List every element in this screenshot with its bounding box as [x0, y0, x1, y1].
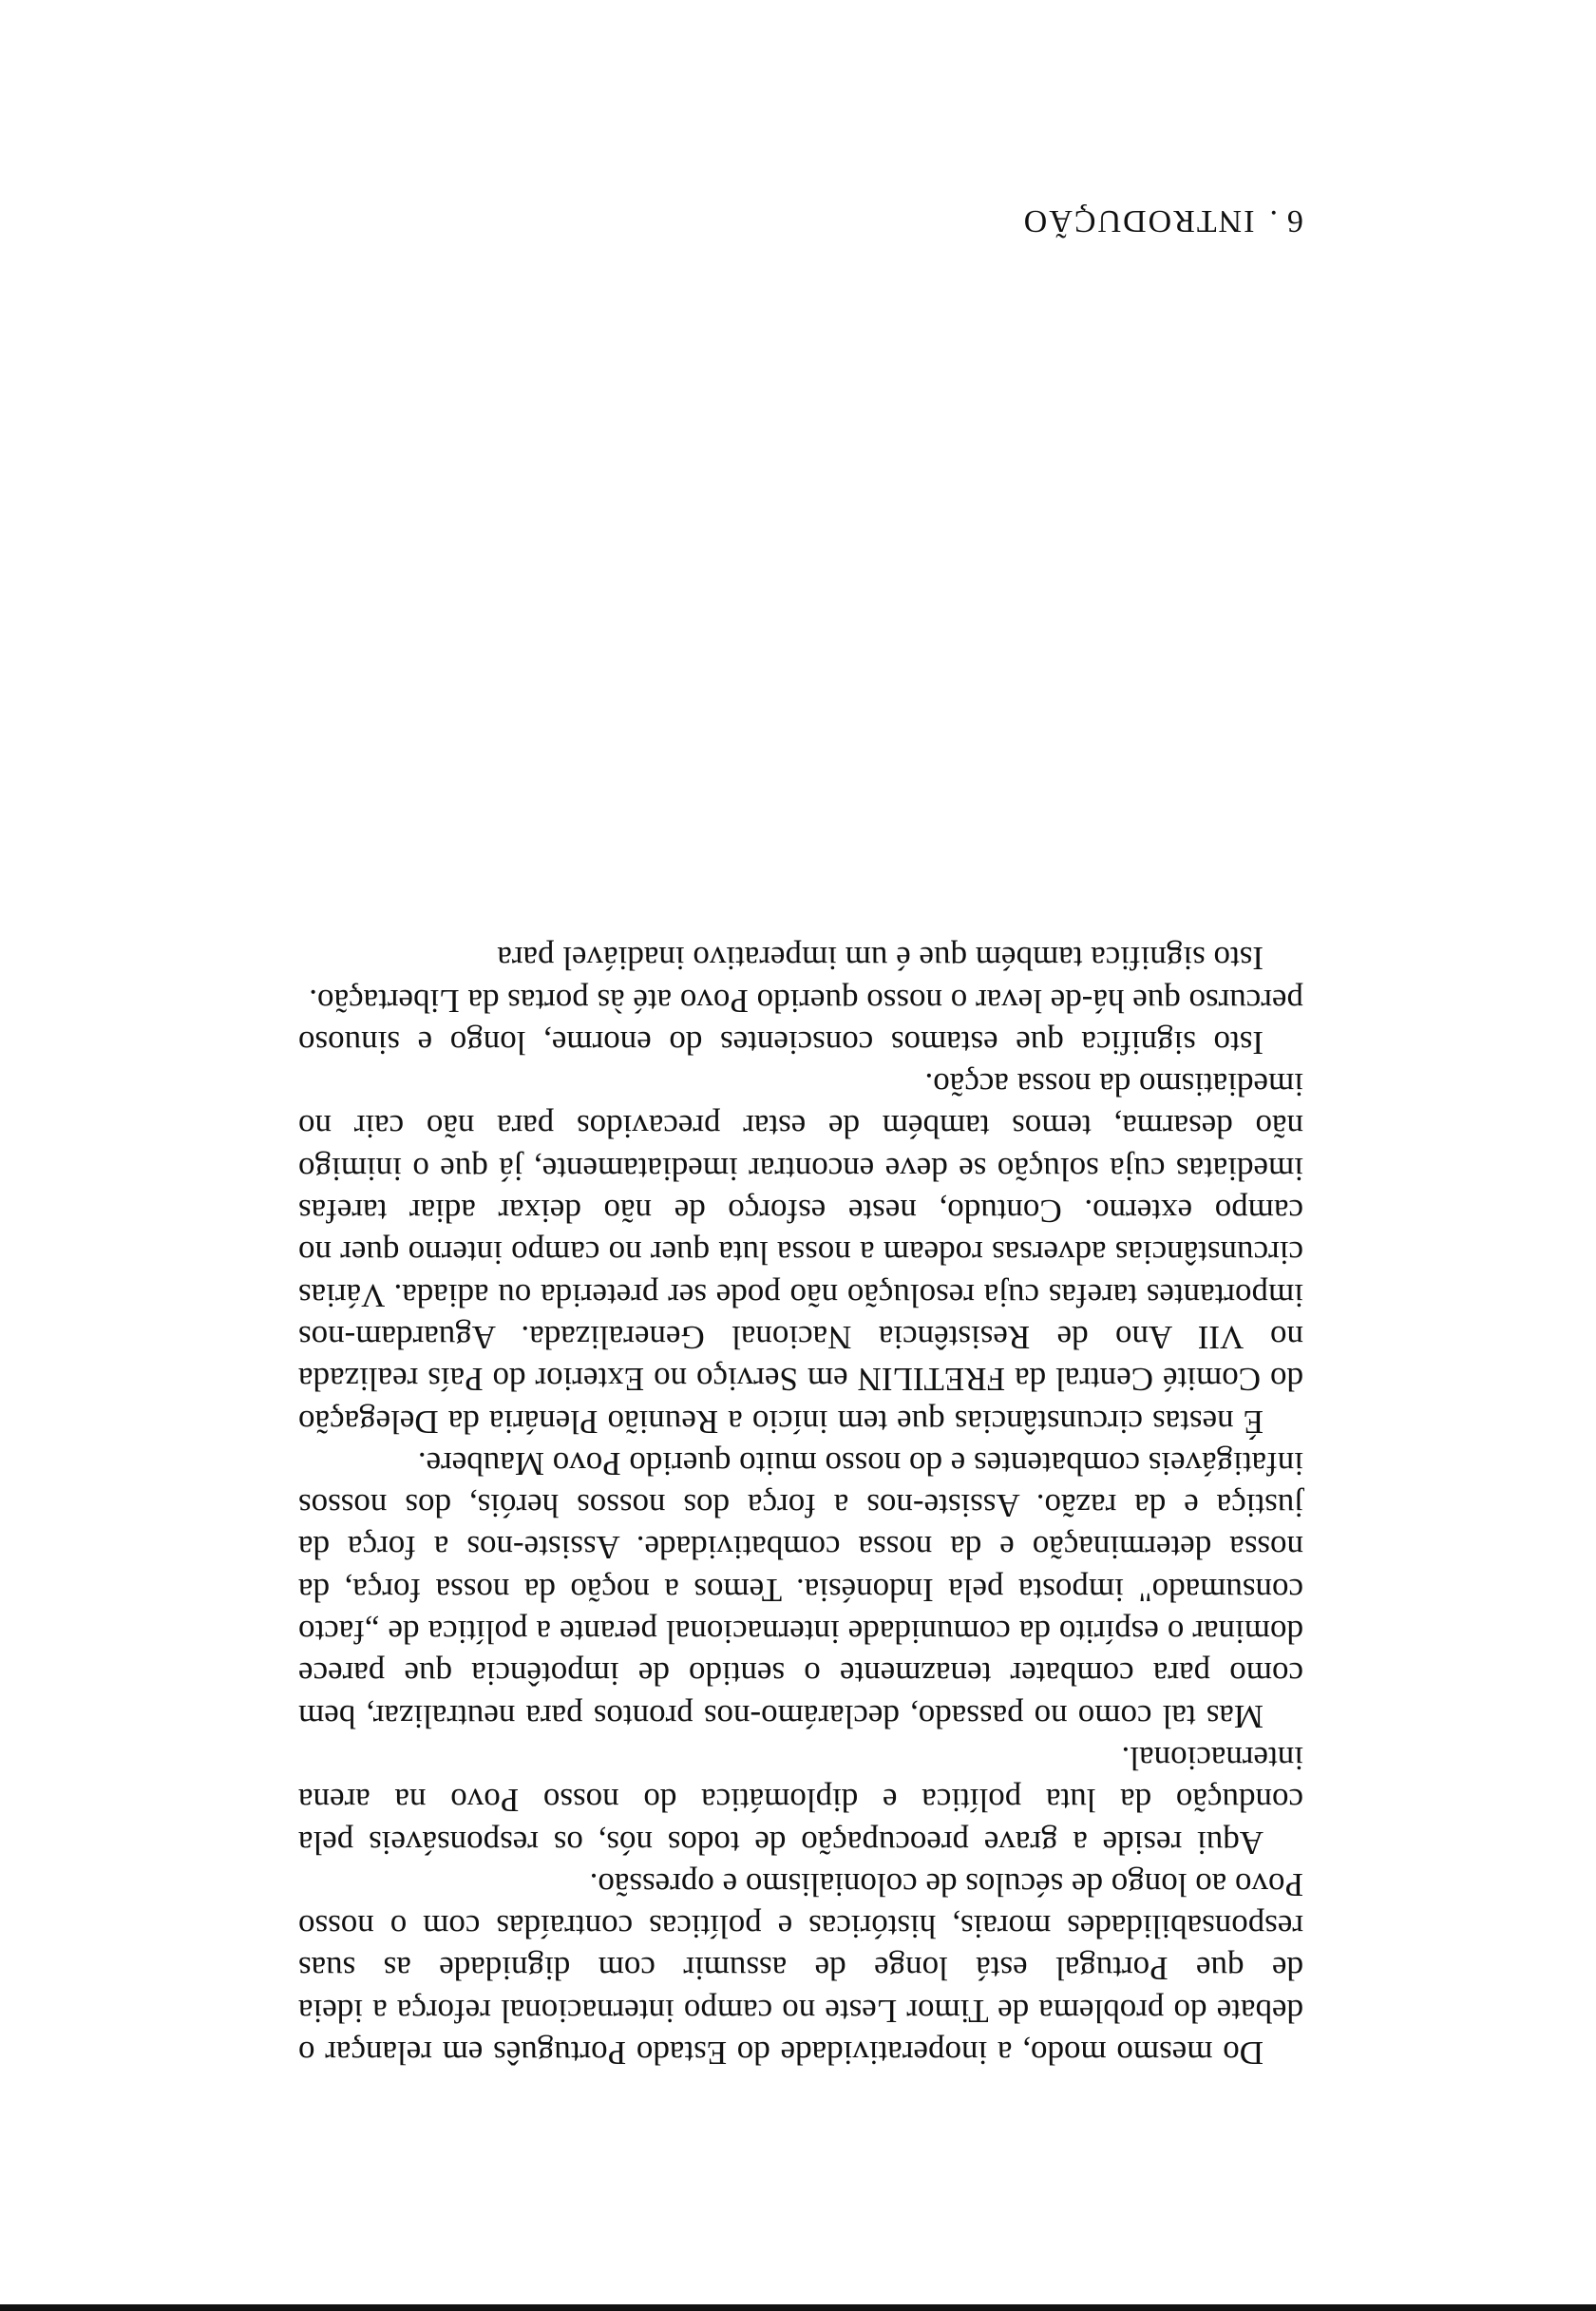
section-title: INTRODUÇÃO: [1021, 203, 1255, 239]
paragraph-6: Isto significa também que é um imperativo inadiável para: [497, 940, 1264, 978]
page-number: 6: [1285, 203, 1303, 239]
paragraph-2: Aqui reside a grave preocupação de todos nós, os responsáveis pela condução da luta política e diplomática do nosso Povo na arena internacional.: [298, 1739, 1303, 1862]
page-edge-rule: [0, 2304, 1596, 2311]
body-text: [298, 937, 1303, 2073]
paragraph-5: Isto significa que estamos conscientes do enorme, longo e sinuoso percurso que há-de levar o nosso querido Povo até às portas da Libertação.: [298, 982, 1303, 1061]
paragraph-3: Mas tal como no passado, declarámo-nos prontos para neutralizar, bem como para combater tenazmente o sentido de impotência que parece dominar o espírito da comunidade internacional perante a política de „facto consumado" imposta pela Indonésia. Temos a noção da nossa força, da nossa determinação e da nossa combatividade. Assiste-nos a força da justiça e da razão. Assiste-nos a força dos nossos heróis, dos nossos infatigáveis combatentes e do nosso muito querido Povo Maubere.: [298, 1444, 1303, 1735]
running-head: [1022, 202, 1303, 239]
paragraph-4: É nestas circunstâncias que tem início a Reunião Plenária da Delegação do Comité Central da FRETILIN em Serviço no Exterior do País realizada no VII Ano de Resistência Nacional Generalizada. Aguardam-nos importantes tarefas cuja resolução não pode ser preterida ou adiada. Várias circunstâncias adversas rodeam a nossa luta quer no campo interno quer no campo externo. Contudo, neste esforço de não deixar adiar tarefas imediatas cuja solução se deve encontrar imediatamente, já que o inimigo não desarma, temos também de estar precavidos para não cair no imediatismo da nossa acção.: [298, 1066, 1303, 1441]
running-head-separator: .: [1267, 203, 1278, 239]
paragraph-1: Do mesmo modo, a inoperatividade do Estado Português em relançar o debate do problema de Timor Leste no campo internacional reforça a ideia de que Portugal está longe de assumir com dignidade as suas responsabilidades morais, históricas e políticas contraídas com o nosso Povo ao longo de séculos de colonialismo e opressão.: [298, 1865, 1303, 2072]
